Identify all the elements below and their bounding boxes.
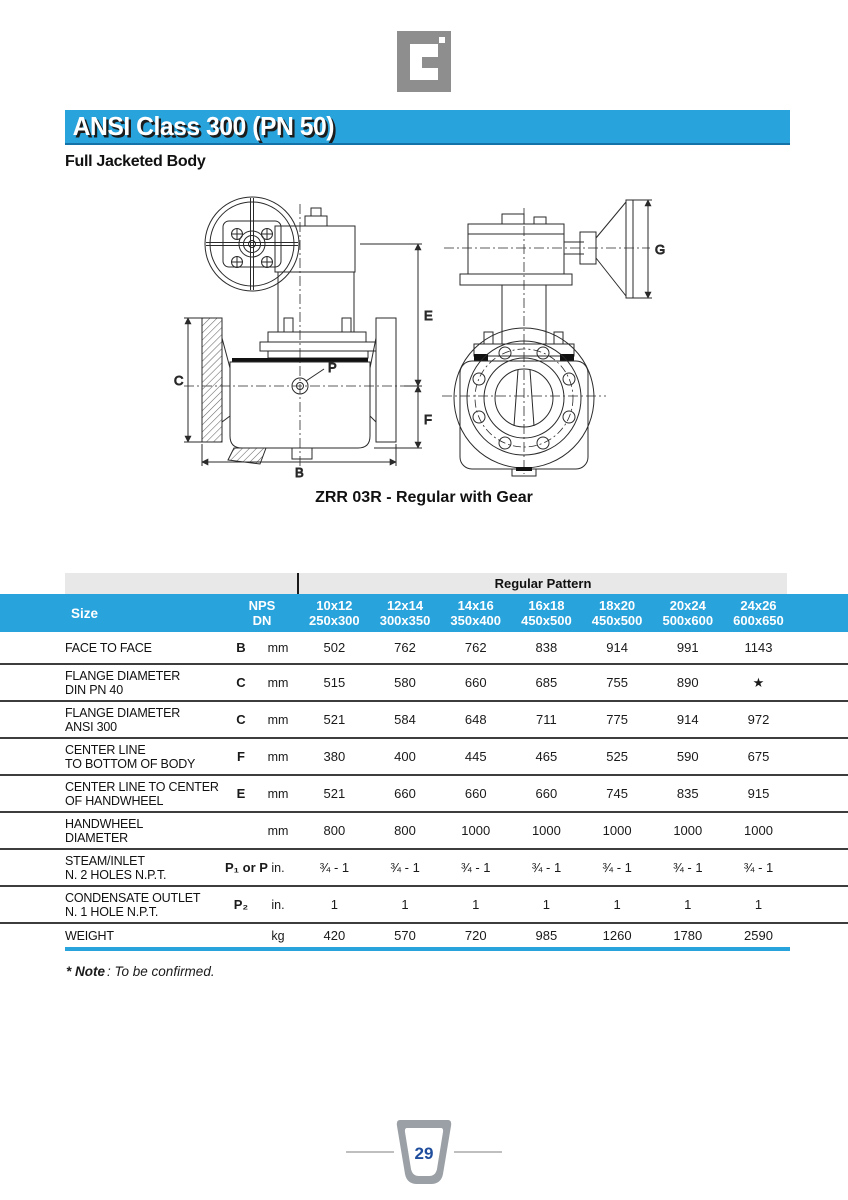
table-cell: 1	[613, 897, 621, 912]
row-label: CENTER LINE TO BOTTOM OF BODY	[65, 742, 196, 771]
table-cell: 660	[464, 675, 487, 690]
column-header	[370, 598, 441, 628]
row-label: FLANGE DIAMETER DIN PN 40	[65, 668, 181, 697]
table-row	[0, 850, 848, 887]
nps-dn-header	[225, 598, 299, 628]
section-title: ANSI Class 300 (PN 50)	[72, 111, 334, 141]
row-label: CONDENSATE OUTLET N. 1 HOLE N.P.T.	[65, 890, 201, 919]
dimensions-table	[0, 573, 848, 951]
table-cell: 2590	[744, 928, 773, 943]
dim-label-f: F	[424, 412, 432, 427]
table-row	[0, 776, 848, 813]
col-dn: 600x650	[733, 613, 784, 628]
dim-letter: B	[236, 640, 246, 655]
table-cell: 1	[330, 897, 338, 912]
col-dn: 450x500	[591, 613, 643, 628]
dim-letter: P₂	[233, 897, 249, 912]
table-cell: 890	[676, 675, 699, 690]
unit: mm	[267, 749, 289, 764]
col-nps: 12x14	[386, 598, 424, 613]
col-dn: 450x500	[521, 613, 572, 628]
column-header	[511, 598, 582, 628]
table-cell: 1000	[531, 823, 561, 838]
brand-logo-icon	[397, 31, 451, 92]
table-cell: 525	[606, 749, 628, 764]
table-cell: 1000	[461, 823, 491, 838]
table-group-spacer	[65, 573, 299, 594]
section-banner	[65, 110, 790, 145]
table-cell: 800	[323, 823, 346, 838]
row-label: WEIGHT	[65, 928, 114, 943]
table-row	[0, 924, 848, 947]
table-row	[0, 887, 848, 924]
table-cell: 660	[464, 786, 487, 801]
dim-letter: P₁ or P	[225, 860, 268, 875]
table-cell: 380	[323, 749, 346, 764]
table-group-title: Regular Pattern	[494, 576, 592, 591]
table-header-row	[0, 594, 848, 632]
table-cell: ¾ - 1	[602, 860, 632, 875]
col-dn: 250x300	[309, 613, 360, 628]
table-cell: ¾ - 1	[743, 860, 774, 875]
table-cell: 420	[323, 928, 346, 943]
unit: in.	[271, 897, 285, 912]
table-cell: 685	[535, 675, 558, 690]
table-cell: 914	[606, 640, 628, 655]
dim-letter: C	[236, 712, 246, 727]
table-cell: 660	[535, 786, 558, 801]
table-cell: 502	[323, 640, 346, 655]
col-nps: 10x12	[316, 598, 353, 613]
table-cell: 972	[747, 712, 770, 727]
table-cell: 521	[323, 712, 346, 727]
table-cell: 835	[676, 786, 699, 801]
column-header	[723, 598, 794, 628]
table-row	[0, 813, 848, 850]
dim-label-b: B	[295, 465, 304, 480]
table-cell: 720	[464, 928, 487, 943]
table-cell: ¾ - 1	[672, 860, 703, 875]
unit: in.	[271, 860, 285, 875]
unit: mm	[267, 640, 289, 655]
column-header	[440, 598, 511, 628]
dim-label-e: E	[424, 308, 433, 323]
table-cell: 838	[535, 640, 558, 655]
size-column-header: Size	[71, 605, 99, 621]
drawing-caption: ZRR 03R - Regular with Gear	[315, 489, 533, 506]
page-number: 29	[414, 1144, 434, 1163]
table-cell: 1000	[744, 823, 773, 838]
table-cell: 590	[676, 749, 699, 764]
row-label: CENTER LINE TO CENTER OF HANDWHEEL	[65, 779, 219, 808]
table-cell: 580	[394, 675, 416, 690]
table-cell: 800	[394, 823, 416, 838]
table-cell: 465	[535, 749, 558, 764]
column-header	[582, 598, 653, 628]
table-cell: 400	[394, 749, 416, 764]
row-label: FLANGE DIAMETER ANSI 300	[65, 705, 181, 734]
col-nps: 24x26	[740, 598, 777, 613]
table-cell: 915	[747, 786, 770, 801]
table-cell: 1143	[744, 640, 773, 655]
row-label: STEAM/INLET N. 2 HOLES N.P.T.	[65, 853, 167, 882]
unit: mm	[267, 786, 289, 801]
col-nps: 18x20	[599, 598, 636, 613]
table-row	[0, 739, 848, 776]
table-cell: ¾ - 1	[460, 860, 491, 875]
table-cell: 985	[535, 928, 558, 943]
table-cell: 991	[676, 640, 699, 655]
col-dn: 300x350	[379, 613, 431, 628]
table-cell: 1	[754, 897, 763, 912]
dn-label: DN	[252, 613, 272, 628]
table-cell: 570	[394, 928, 416, 943]
nps-label: NPS	[248, 598, 276, 613]
dim-label-g: G	[655, 242, 666, 257]
table-row	[0, 665, 848, 702]
unit: kg	[271, 928, 285, 943]
table-cell: 1	[684, 897, 692, 912]
footnote-text: : To be confirmed.	[107, 964, 215, 979]
col-nps: 20x24	[669, 598, 706, 613]
table-cell: 1	[472, 897, 480, 912]
table-cell: 755	[606, 675, 628, 690]
table-cell: 584	[394, 712, 416, 727]
dim-letter: F	[237, 749, 245, 764]
table-cell: 1	[542, 897, 551, 912]
row-label: FACE TO FACE	[65, 640, 152, 655]
column-header	[299, 598, 370, 628]
table-cell: 1000	[602, 823, 632, 838]
table-cell: 675	[747, 749, 770, 764]
dim-label-c: C	[174, 373, 184, 388]
table-cell: 660	[394, 786, 416, 801]
table-cell: 762	[394, 640, 416, 655]
col-dn: 350x400	[450, 613, 502, 628]
table-cell: 775	[606, 712, 628, 727]
table-cell: 914	[676, 712, 699, 727]
table-cell: 648	[464, 712, 487, 727]
col-nps: 16x18	[528, 598, 565, 613]
brand-logo	[397, 31, 451, 97]
column-header	[652, 598, 723, 628]
col-nps: 14x16	[457, 598, 494, 613]
table-cell: 711	[536, 712, 557, 727]
page-number-badge	[344, 1118, 504, 1188]
page-subtitle: Full Jacketed Body	[65, 153, 206, 170]
table-cell: 445	[464, 749, 487, 764]
table-cell: 1780	[673, 928, 703, 943]
table-cell: 1000	[673, 823, 703, 838]
table-group-header-row	[65, 573, 787, 594]
table-row	[0, 702, 848, 739]
table-cell: 745	[606, 786, 628, 801]
table-cell: ¾ - 1	[390, 860, 420, 875]
row-label: HANDWHEEL DIAMETER	[65, 816, 144, 845]
dim-label-p: P	[328, 360, 337, 375]
table-cell: ¾ - 1	[531, 860, 562, 875]
table-cell: 762	[464, 640, 487, 655]
dim-letter: E	[236, 786, 246, 801]
table-cell: 1	[401, 897, 409, 912]
table-cell: ★	[752, 674, 765, 690]
table-cell: 1260	[602, 928, 632, 943]
page-footer	[344, 1118, 504, 1193]
valve-technical-drawing	[172, 186, 672, 485]
col-dn: 500x600	[662, 613, 714, 628]
table-cell: 521	[323, 786, 346, 801]
dim-letter: C	[236, 675, 246, 690]
footnote-marker: * Note	[66, 964, 106, 979]
unit: mm	[267, 712, 289, 727]
table-row	[0, 632, 848, 665]
footnote	[66, 964, 215, 979]
unit: mm	[267, 823, 289, 838]
table-cell: ¾ - 1	[319, 860, 350, 875]
table-cell: 515	[323, 675, 346, 690]
table-bottom-rule	[65, 947, 790, 951]
unit: mm	[267, 675, 289, 690]
